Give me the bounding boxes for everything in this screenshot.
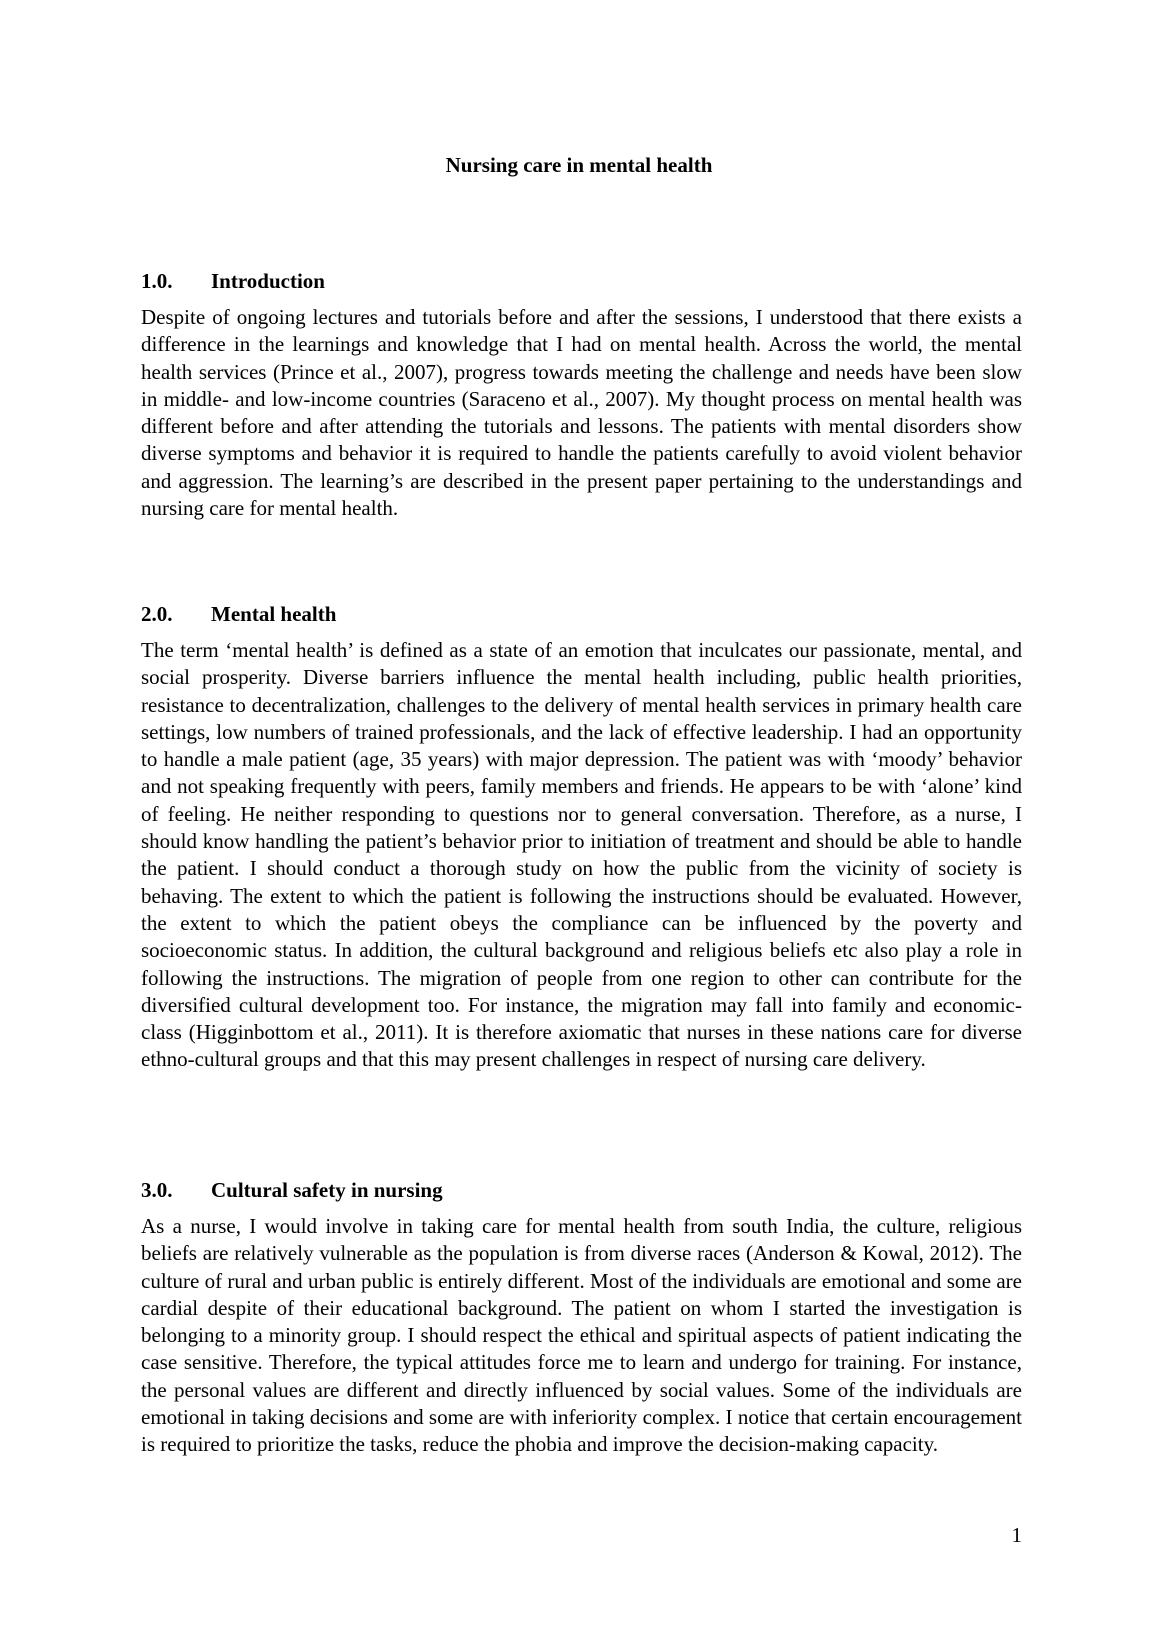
- section-title: Introduction: [211, 269, 325, 293]
- page-number: 1: [1011, 1523, 1022, 1547]
- section-introduction: [141, 268, 1022, 522]
- document-title: Nursing care in mental health: [445, 153, 713, 177]
- section-number: 3.0.: [141, 1178, 173, 1202]
- section-paragraph: The term ‘mental health’ is defined as a state of an emotion that inculcates our passionate, mental, and social prosperity. Diverse barriers influence the mental health including, public health priorities, resistance to decentralization, challenges to the delivery of mental health services in primary health care settings, low numbers of trained professionals, and the lack of effective leadership. I had an opportunity to handle a male patient (age, 35 years) with major depression. The patient was with ‘moody’ behavior and not speaking frequently with peers, family members and friends. He appears to be with ‘alone’ kind of feeling. He neither responding to questions nor to general conversation. Therefore, as a nurse, I should know handling the patient’s behavior prior to initiation of treatment and should be able to handle the patient. I should conduct a thorough study on how the public from the vicinity of society is behaving. The extent to which the patient is following the instructions should be evaluated. However, the extent to which the patient obeys the compliance can be influenced by the poverty and socioeconomic status. In addition, the cultural background and religious beliefs etc also play a role in following the instructions. The migration of people from one region to other can contribute for the diversified cultural development too. For instance, the migration may fall into family and economic-class (Higginbottom et al., 2011). It is therefore axiomatic that nurses in these nations care for diverse ethno-cultural groups and that this may present challenges in respect of nursing care delivery.: [141, 638, 1022, 1072]
- section-number: 2.0.: [141, 602, 173, 626]
- section-number: 1.0.: [141, 269, 173, 293]
- section-title: Cultural safety in nursing: [211, 1178, 443, 1202]
- section-paragraph: As a nurse, I would involve in taking care for mental health from south India, the culture, religious beliefs are relatively vulnerable as the population is from diverse races (Anderson & Kowal, 2012). The culture of rural and urban public is entirely different. Most of the individuals are emotional and some are cardial despite of their educational background. The patient on whom I started the investigation is belonging to a minority group. I should respect the ethical and spiritual aspects of patient indicating the case sensitive. Therefore, the typical attitudes force me to learn and undergo for training. For instance, the personal values are different and directly influenced by social values. Some of the individuals are emotional in taking decisions and some are with inferiority complex. I notice that certain encouragement is required to prioritize the tasks, reduce the phobia and improve the decision-making capacity.: [141, 1214, 1022, 1457]
- section-title: Mental health: [211, 602, 337, 626]
- section-heading: [141, 268, 1022, 294]
- section-heading: [141, 1177, 1022, 1203]
- section-mental-health: [141, 601, 1022, 1074]
- section-cultural-safety: [141, 1177, 1022, 1459]
- section-paragraph: Despite of ongoing lectures and tutorials before and after the sessions, I understood that there exists a difference in the learnings and knowledge that I had on mental health. Across the world, the mental health services (Prince et al., 2007), progress towards meeting the challenge and needs have been slow in middle- and low-income countries (Saraceno et al., 2007). My thought process on mental health was different before and after attending the tutorials and lessons. The patients with mental disorders show diverse symptoms and behavior it is required to handle the patients carefully to avoid violent behavior and aggression. The learning’s are described in the present paper pertaining to the understandings and nursing care for mental health.: [141, 305, 1022, 521]
- section-heading: [141, 601, 1022, 627]
